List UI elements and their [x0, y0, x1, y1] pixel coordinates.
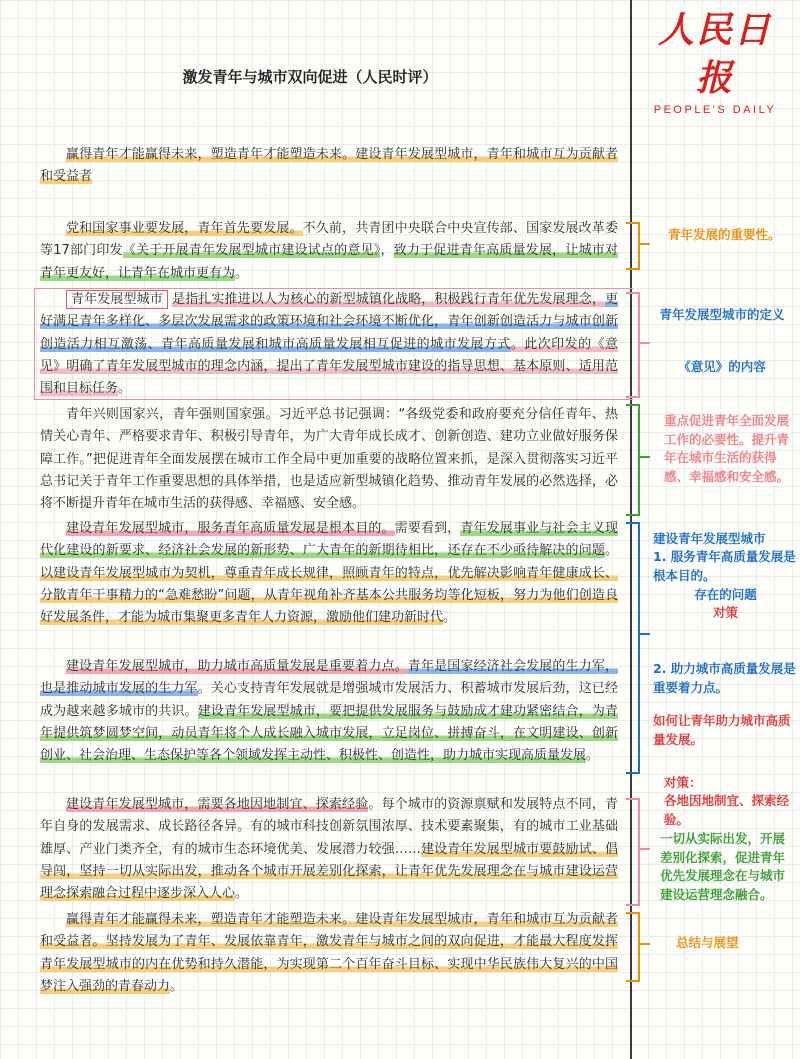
note-build-city: 建设青年发展型城市	[653, 531, 766, 546]
highlight-pink: 。此次印发的《意见》明确了青年发展型城市的理念内涵，提出了青年发展型城市建设的指导思想、基本原则、适用范围和目标任务	[40, 336, 618, 397]
plain-text: 。	[235, 265, 249, 281]
plain-text: 。	[170, 978, 184, 994]
paragraph-focus	[40, 656, 618, 767]
plain-text: 。	[586, 748, 600, 764]
note-definition: 青年发展型城市的定义	[659, 307, 785, 322]
plain-text: 。	[352, 496, 366, 512]
bracket-tick	[640, 848, 650, 850]
bracket-tick	[640, 633, 650, 635]
plain-text: ，	[380, 243, 394, 259]
highlight-yellow: 赢得青年才能赢得未来，塑造青年才能塑造未来。建设青年发展型城市，青年和城市互为贡献者和受益者。坚持发展为了青年、发展依靠青年，激发青年与城市之间的双向促进，才能最大程度发挥青年发展型城市的内在优势和持久潜能，为实现第二个百年奋斗目标、实现中华民族伟大复兴的中国梦注入强劲的青春动力	[40, 912, 618, 994]
plain-text: 。	[118, 381, 132, 397]
note-necessity: 重点促进青年全面发展工作的必要性。提升青年在城市生活的获得感、幸福感和安全感。	[664, 413, 790, 484]
paragraph-local	[40, 794, 618, 905]
plain-text: 需要看到，	[394, 521, 461, 536]
term-box: 青年发展型城市	[66, 290, 168, 309]
peoples-daily-logo	[640, 6, 790, 116]
plain-text: 。	[235, 886, 249, 902]
highlight-pink: 是指扎实推进以人为核心的新型城镇化战略，积极践行青年优先发展理念，	[172, 292, 605, 307]
paragraph-definition	[40, 289, 618, 400]
highlight-yellow: 党和国家事业要发展，青年首先要发展。	[66, 221, 303, 236]
bracket-pink-2	[626, 798, 640, 906]
note-opinion-content: 《意见》的内容	[678, 359, 766, 374]
bracket-tick	[640, 243, 650, 245]
bracket-tick	[640, 456, 650, 458]
highlight-green: 《关于开展青年发展型城市建设试点的意见》	[122, 243, 381, 259]
highlight-blue: 更好满足青年多样化、多层次发展需求的政策环境和社会环境不断优化，	[40, 292, 618, 330]
bracket-tick	[640, 943, 650, 945]
plain-text: 不久前，共青团中央联合中央宣传部、国家发展改革委等17部门印发	[40, 221, 618, 259]
bracket-pink	[626, 292, 640, 398]
note-importance: 青年发展的重要性。	[668, 227, 781, 242]
plain-text: 青年兴则国家兴，青年强则国家强。习近平总书记强调：“各级党委和政府要充分信任青年、热情关心青年、严格要求青年、积极引导青年，为广大青年成长成才、创新创造、建功立业做好服务保障工作。”把促进青年全面发展摆在城市工作全局中更加重要的战略位置来抓，是深入贯彻落实习近平总书记关于青年工作重要思想的具体举措，也是适应新型城镇化趋势、推动青年发展的必然选择，必将不断提升青年在城市生活的获得感、幸福感、安全感	[40, 407, 618, 512]
note-focus: 2. 助力城市高质量发展是重要着力点。	[653, 661, 796, 695]
highlight-green: 致力于促进青年高质量发展，让城市对青年更友好，让青年在城市更有为	[40, 243, 618, 281]
highlight-yellow: 以建设青年发展型城市为契机，尊重青年成长规律，照顾青年的特点，优先解决影响青年健康成长、分散青年干事精力的“急难愁盼”问题，从青年视角补齐基本公共服务均等化短板，努力为他们创造良好发展条件，才能为城市集聚更多青年人力资源，激励他们建功新时代	[40, 565, 618, 626]
note-countermeasure-label: 对策：	[664, 775, 702, 790]
highlight-green: 青年发展事业与社会主义现代化建设的新要求、经济社会发展的新形势、广大青年的新期待相比，还存在不少亟待解决的问题	[40, 521, 618, 559]
bracket-orange	[626, 222, 640, 270]
highlight-yellow: 赢得青年才能赢得未来，塑造青年才能塑造未来。建设青年发展型城市，青年和城市互为贡献者和受益者	[40, 147, 618, 185]
note-differentiated: 一切从实际出发，开展差别化探索，促进青年优先发展理念在与城市建设运营理念融合。	[660, 831, 786, 902]
bracket-tick	[640, 342, 650, 344]
plain-text: 。关心支持青年发展就是增强城市发展活力、积蓄城市发展后劲，这已经成为越来越多城市的共识。	[40, 681, 618, 719]
plain-text: 。	[443, 610, 457, 626]
plain-text: 。	[604, 543, 618, 559]
highlight-blue: 青年是国家经济社会发展的生力军，也是推动城市发展的生力军	[40, 659, 618, 697]
logo-chinese: 人民日报	[657, 9, 772, 99]
note-problems: 存在的问题	[694, 587, 757, 602]
highlight-blue: 青年创新创造活力与城市创新创造活力相互激荡、青年高质量发展和城市高质量发展相互促进的城市发展方式	[40, 314, 618, 352]
paragraph-purpose	[40, 518, 618, 629]
bracket-orange-2	[626, 912, 640, 982]
note-countermeasure: 对策	[712, 605, 738, 620]
logo-english: PEOPLE'S DAILY	[653, 104, 777, 116]
note-summary: 总结与展望	[676, 935, 739, 950]
note-purpose: 1. 服务青年高质量发展是根本目的。	[653, 549, 796, 583]
paragraph-background	[40, 218, 618, 285]
highlight-green: 建设青年发展型城市，要把提供发展服务与鼓励成才建功紧密结合，为青年提供筑梦圆梦空间，动员青年将个人成长融入城市发展，立足岗位、拼搏奋斗，在文明建设、创新创业、社会治理、生态保护等各个领域发挥主动性、积极性、创造性，助力城市实现高质量发展	[40, 703, 618, 764]
plain-text: 。每个城市的资源禀赋和发展特点不同，青年自身的发展需求、成长路径各异。有的城市科技创新氛围浓厚、技术要素聚集，有的城市工业基础雄厚、产业门类齐全，有的城市生态环境优美、发展潜力较强……	[40, 797, 618, 857]
bracket-blue	[626, 522, 640, 774]
highlight-red: 建设青年发展型城市，服务青年高质量发展是根本目的。	[66, 521, 395, 536]
note-how-help: 如何让青年助力城市高质量发展。	[653, 713, 791, 747]
paragraph-importance	[40, 404, 618, 515]
paragraph-conclusion	[40, 909, 618, 998]
article-title: 激发青年与城市双向促进（人民时评）	[182, 68, 438, 86]
highlight-red: 建设青年发展型城市，需要各地因地制宜、探索经验	[66, 797, 369, 812]
paragraph-intro	[40, 144, 618, 189]
note-local-adaptation: 各地因地制宜、探索经验。	[664, 793, 790, 827]
highlight-yellow: 建设青年发展型城市要鼓励试、倡导闯，坚持一切从实际出发，推动各个城市开展差别化探索，让青年优先发展理念在与城市建设运营理念探索融合过程中逐步深入人心	[40, 841, 618, 902]
bracket-green	[626, 404, 640, 516]
highlight-red: 建设青年发展型城市，助力城市高质量发展是重要着力点。	[66, 659, 408, 674]
